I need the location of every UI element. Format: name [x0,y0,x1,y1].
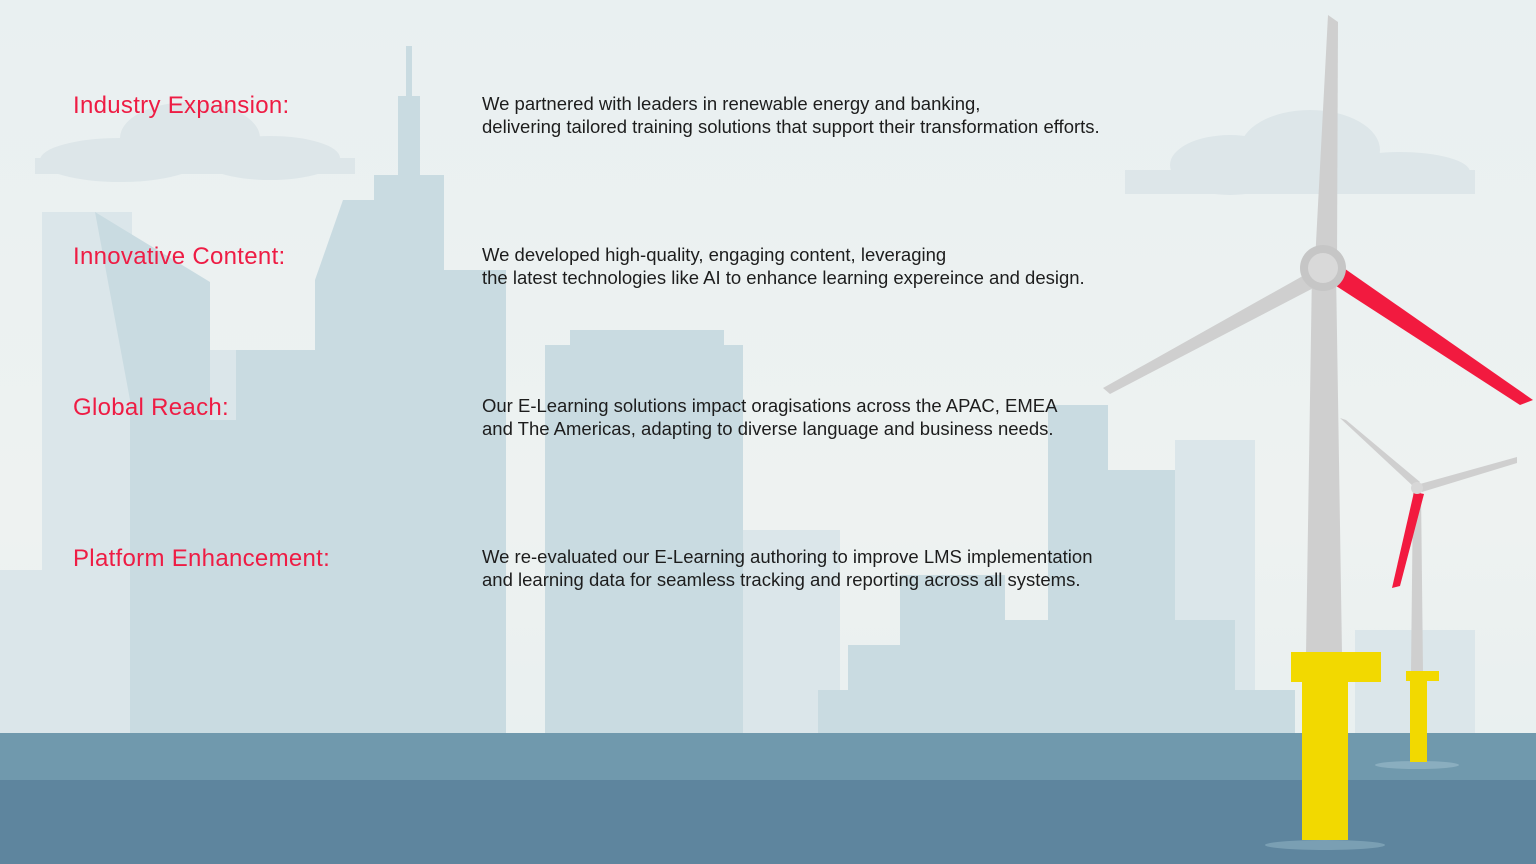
description-line: We partnered with leaders in renewable energy and banking, [482,93,981,114]
section-description [482,394,1057,440]
description-line: and learning data for seamless tracking and reporting across all systems. [482,569,1081,590]
section-heading: Platform Enhancement: [73,545,331,572]
section-description [482,545,1092,591]
section-heading: Industry Expansion: [73,92,290,119]
section-heading: Global Reach: [73,394,229,421]
description-line: the latest technologies like AI to enhance learning expereince and design. [482,267,1085,288]
description-line: Our E-Learning solutions impact oragisations across the APAC, EMEA [482,395,1058,416]
description-line: delivering tailored training solutions that support their transformation efforts. [482,116,1100,137]
section-description [482,92,1100,138]
section-description [482,243,1085,289]
cloud-right [1125,110,1475,195]
description-line: and The Americas, adapting to diverse language and business needs. [482,418,1054,439]
description-line: We re-evaluated our E-Learning authoring to improve LMS implementation [482,546,1093,567]
description-line: We developed high-quality, engaging content, leveraging [482,244,947,265]
section-heading: Innovative Content: [73,243,286,270]
